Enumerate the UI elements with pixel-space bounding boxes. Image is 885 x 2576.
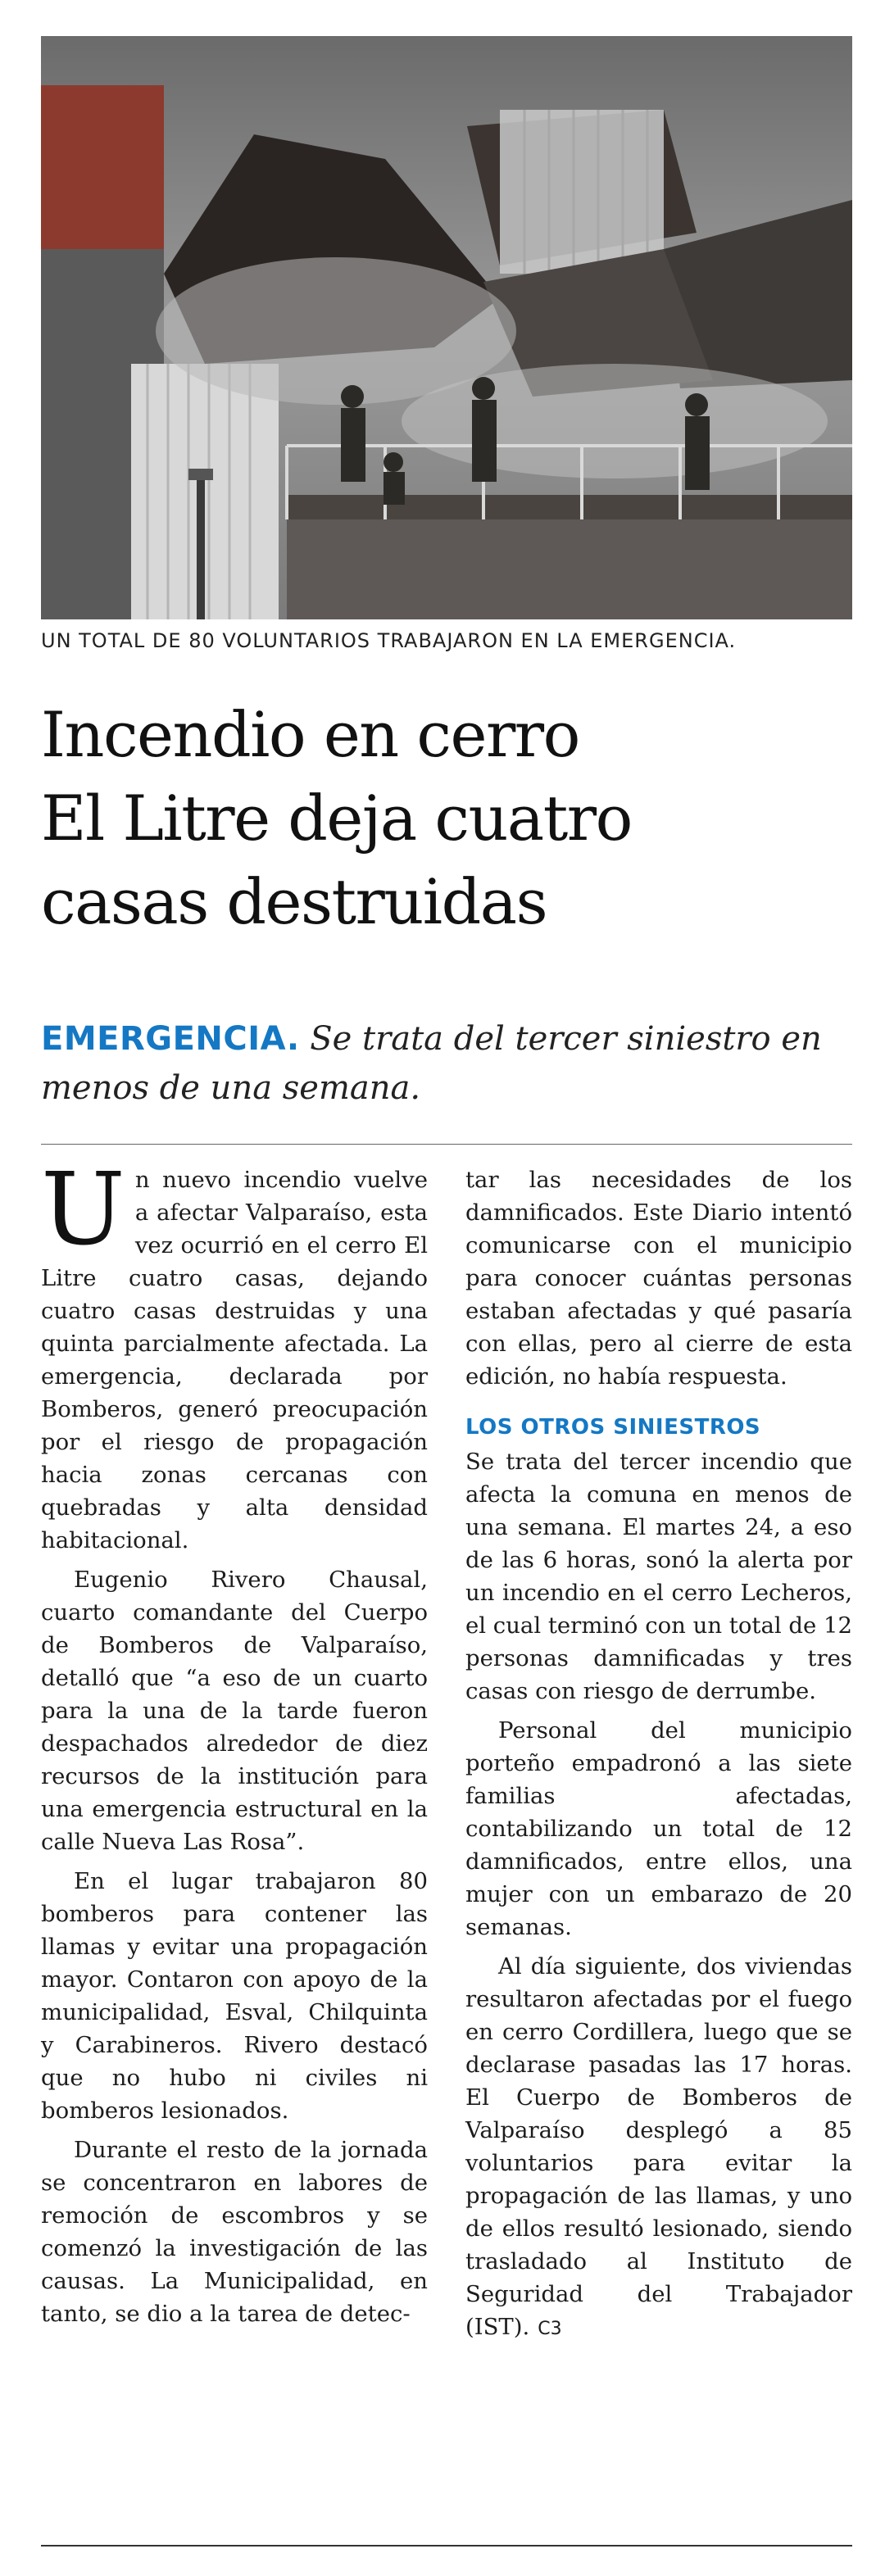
- fire-scene-image: [41, 36, 852, 619]
- fire-photo: [41, 36, 852, 619]
- paragraph-7-text: Al día siguiente, dos viviendas resultaron afectadas por el fuego en cerro Cordillera, luego que se declarase pasadas las 17 horas. El Cuerpo de Bomberos de Valparaíso desplegó a 85 voluntarios para evitar la propagación de las llamas, y uno de ellos resultó lesionado, siendo trasladado al Instituto de Seguridad del Trabajador (IST).: [465, 1953, 852, 2340]
- headline: [41, 693, 860, 944]
- photo-caption: UN TOTAL DE 80 VOLUNTARIOS TRABAJARON EN LA EMERGENCIA.: [41, 629, 737, 652]
- deck-kicker: EMERGENCIA.: [41, 1020, 300, 1058]
- drop-cap: U: [41, 1151, 125, 1268]
- paragraph-1-text: n nuevo incendio vuelve a afectar Valparaíso, esta vez ocurrió en el cerro El Litre cuatro casas, dejando cuatro casas destruidas y una quinta parcialmente afectada. La emergencia, declarada por Bomberos, generó preocupación por el riesgo de propagación hacia zonas cercanas con quebradas y alta densidad habitacional.: [41, 1167, 428, 1553]
- paragraph-3: En el lugar trabajaron 80 bomberos para contener las llamas y evitar una propagación mayor. Contaron con apoyo de la municipalidad, Esval, Chilquinta y Carabineros. Rivero destacó que no hubo ni civiles ni bomberos lesionados.: [41, 1868, 428, 2124]
- headline-line-2: El Litre deja cuatro: [41, 782, 632, 855]
- paragraph-7: [465, 1950, 852, 2346]
- article-column-1: [41, 1151, 428, 2330]
- headline-line-3: casas destruidas: [41, 865, 547, 938]
- paragraph-5: Se trata del tercer incendio que afecta la comuna en menos de una semana. El martes 24, a eso de las 6 horas, sonó la alerta por un incendio en el cerro Lecheros, el cual terminó con un total de 12 personas damnificadas y tres casas con riesgo de derrumbe.: [465, 1449, 852, 1704]
- article-column-2: [465, 1163, 852, 2346]
- paragraph-6: Personal del municipio porteño empadronó a las siete familias afectadas, contabilizando un total de 12 damnificados, entre ellos, una mujer con un embarazo de 20 semanas.: [465, 1717, 852, 1940]
- divider-top: [41, 1144, 852, 1145]
- paragraph-2: Eugenio Rivero Chausal, cuarto comandante del Cuerpo de Bomberos de Valparaíso, detalló que “a eso de un cuarto para la una de la tarde fueron despachados alrededor de diez recursos de la institución para una emergencia estructural en la calle Nueva Las Rosa”.: [41, 1567, 428, 1855]
- divider-bottom: [41, 2545, 852, 2547]
- deck: [41, 1014, 852, 1113]
- paragraph-4-continued: tar las necesidades de los damnificados. Este Diario intentó comunicarse con el municipio para conocer cuántas personas estaban afectadas y qué pasaría con ellas, pero al cierre de esta edición, no había respuesta.: [465, 1167, 852, 1390]
- headline-line-1: Incendio en cerro: [41, 698, 579, 771]
- paragraph-4: Durante el resto de la jornada se concentraron en labores de remoción de escombros y se comenzó la investigación de las causas. La Municipalidad, en tanto, se dio a la tarea de detec-: [41, 2137, 428, 2327]
- deck-text: Se trata del tercer siniestro en menos de una semana.: [41, 1020, 822, 1107]
- end-mark-icon: C3: [538, 2319, 562, 2339]
- subhead-otros-siniestros: LOS OTROS SINIESTROS: [465, 1415, 761, 1440]
- paragraph-1: [41, 1151, 428, 1557]
